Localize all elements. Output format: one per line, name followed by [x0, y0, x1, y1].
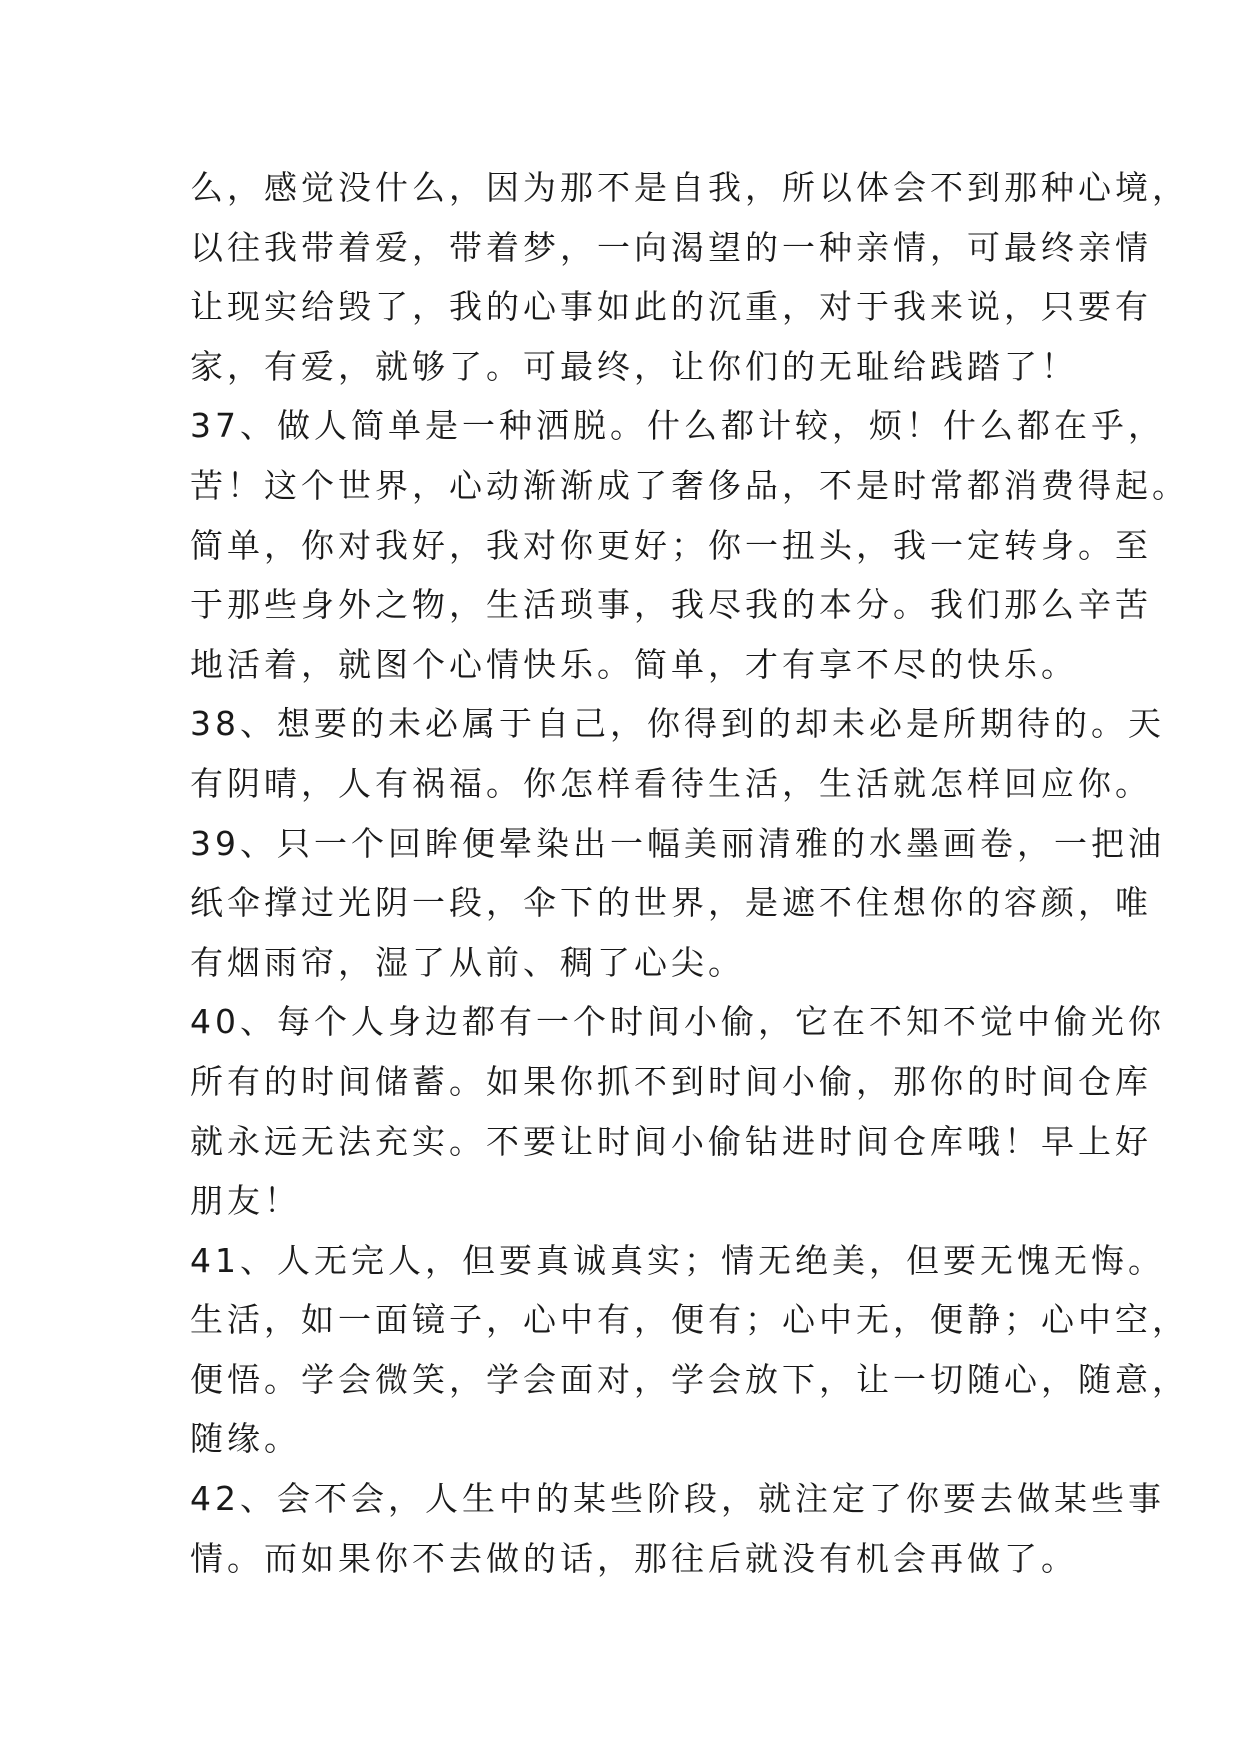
text-line: 38、想要的未必属于自己，你得到的却未必是所期待的。天 — [190, 704, 1165, 744]
text-line: 生活，如一面镜子，心中有，便有；心中无，便静；心中空， — [190, 1300, 1189, 1340]
text-line: 么，感觉没什么，因为那不是自我，所以体会不到那种心境， — [190, 168, 1189, 207]
text-line: 39、只一个回眸便晕染出一幅美丽清雅的水墨画卷，一把油 — [190, 823, 1165, 863]
text-line: 苦！这个世界，心动渐渐成了奢侈品，不是时常都消费得起。 — [190, 465, 1189, 505]
text-line: 纸伞撑过光阴一段，伞下的世界，是遮不住想你的容颜，唯 — [190, 883, 1152, 923]
text-line: 随缘。 — [190, 1419, 301, 1459]
text-line: 便悟。学会微笑，学会面对，学会放下，让一切随心，随意， — [190, 1359, 1189, 1399]
text-line: 简单，你对我好，我对你更好；你一扭头，我一定转身。至 — [190, 525, 1152, 565]
text-line: 37、做人简单是一种洒脱。什么都计较，烦！什么都在乎， — [190, 406, 1165, 446]
text-line: 以往我带着爱，带着梦，一向渴望的一种亲情，可最终亲情 — [190, 227, 1152, 267]
text-line: 就永远无法充实。不要让时间小偷钻进时间仓库哦！早上好 — [190, 1121, 1152, 1161]
text-line: 朋友！ — [190, 1181, 301, 1221]
text-line: 41、人无完人，但要真诚真实；情无绝美，但要无愧无悔。 — [190, 1240, 1165, 1280]
text-line: 有烟雨帘，湿了从前、稠了心尖。 — [190, 942, 745, 982]
text-line: 40、每个人身边都有一个时间小偷，它在不知不觉中偷光你 — [190, 1002, 1165, 1042]
text-line: 让现实给毁了，我的心事如此的沉重，对于我来说，只要有 — [190, 287, 1152, 327]
text-line: 所有的时间储蓄。如果你抓不到时间小偷，那你的时间仓库 — [190, 1061, 1152, 1101]
text-line: 地活着，就图个心情快乐。简单，才有享不尽的快乐。 — [190, 644, 1078, 684]
document-body — [190, 158, 1189, 1588]
text-line: 42、会不会，人生中的某些阶段，就注定了你要去做某些事 — [190, 1479, 1165, 1519]
text-line: 于那些身外之物，生活琐事，我尽我的本分。我们那么辛苦 — [190, 585, 1152, 625]
text-line: 有阴晴，人有祸福。你怎样看待生活，生活就怎样回应你。 — [190, 763, 1152, 803]
text-line: 家，有爱，就够了。可最终，让你们的无耻给践踏了！ — [190, 346, 1078, 386]
text-line: 情。而如果你不去做的话，那往后就没有机会再做了。 — [190, 1538, 1078, 1578]
